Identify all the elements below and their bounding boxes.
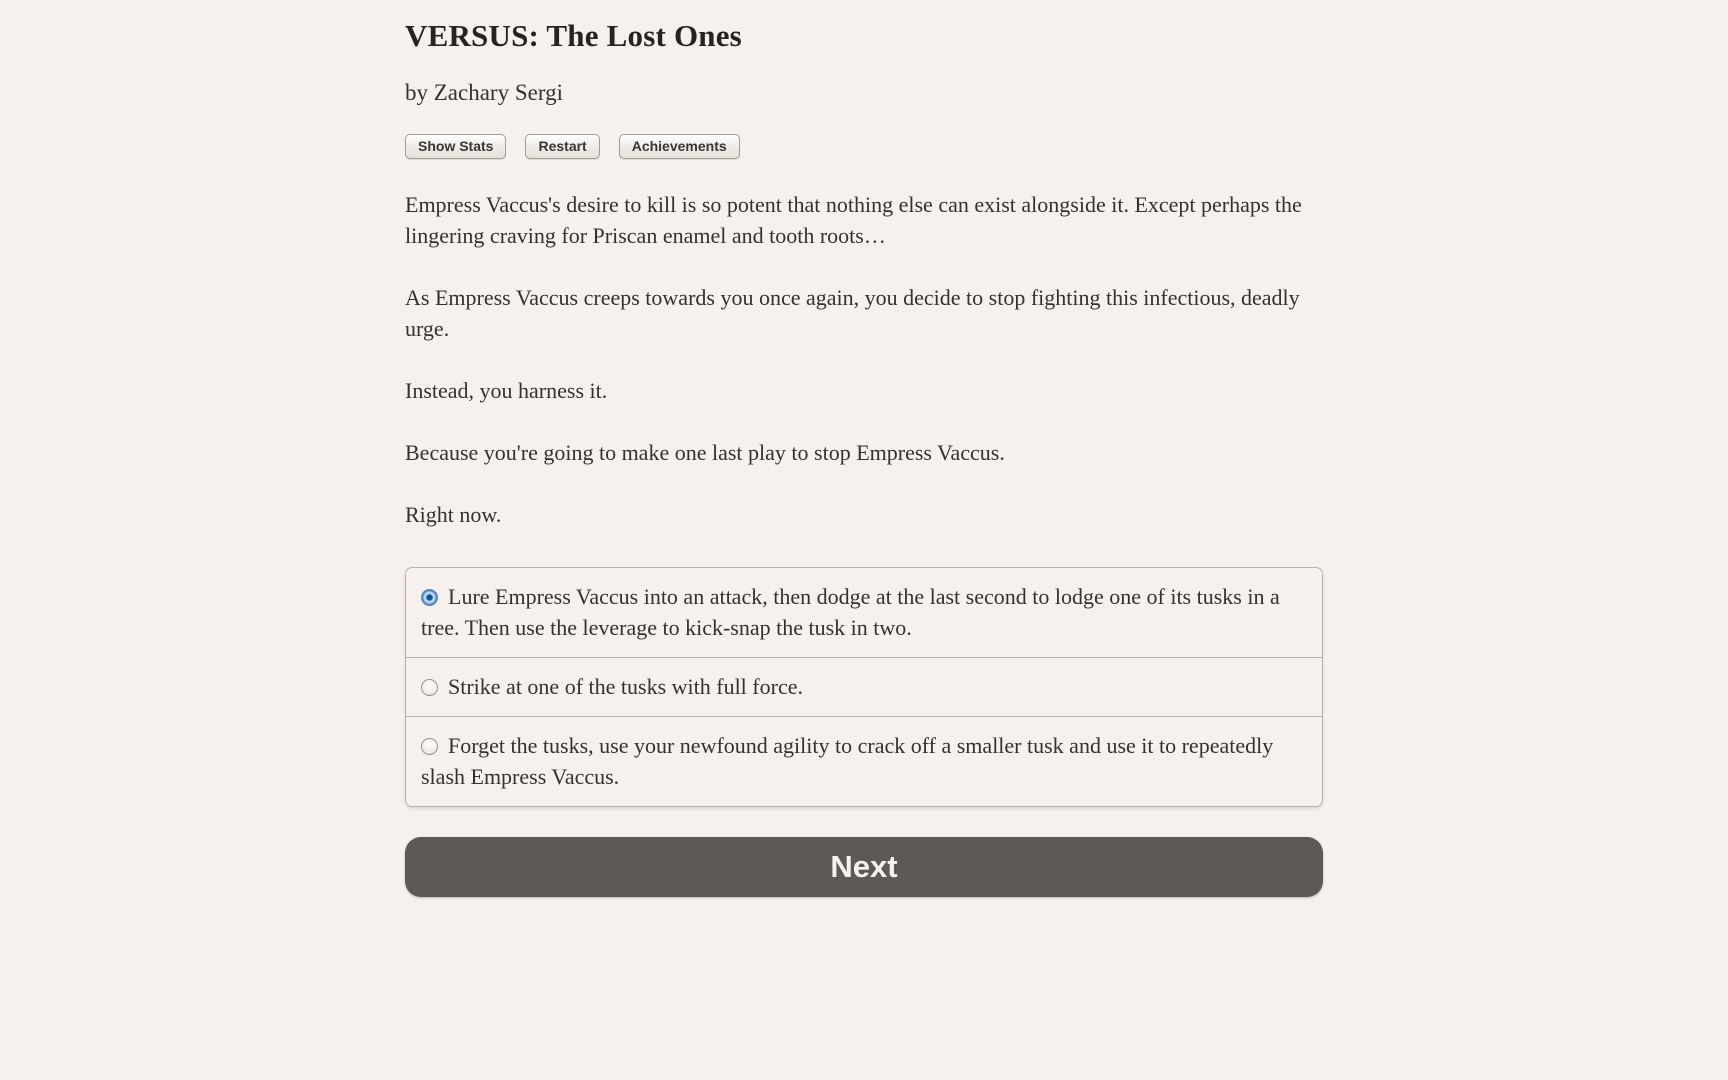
game-page bbox=[405, 0, 1323, 897]
toolbar bbox=[405, 134, 1323, 159]
radio-button-icon[interactable] bbox=[421, 738, 438, 755]
story-text bbox=[405, 189, 1323, 530]
choice-option-2[interactable] bbox=[406, 658, 1322, 717]
choice-option-label: Lure Empress Vaccus into an attack, then dodge at the last second to lodge one of its tusks in a tree. Then use the leverage to kick-snap the tusk in two. bbox=[421, 584, 1280, 640]
choice-option-label: Strike at one of the tusks with full force. bbox=[448, 674, 803, 699]
story-paragraph: Because you're going to make one last play to stop Empress Vaccus. bbox=[405, 440, 1005, 465]
radio-button-icon[interactable] bbox=[421, 679, 438, 696]
achievements-button[interactable]: Achievements bbox=[619, 134, 740, 159]
author-byline: by Zachary Sergi bbox=[405, 80, 563, 105]
next-button[interactable]: Next bbox=[405, 837, 1323, 897]
story-paragraph: As Empress Vaccus creeps towards you once again, you decide to stop fighting this infectious, deadly urge. bbox=[405, 285, 1300, 341]
radio-button-icon[interactable] bbox=[421, 589, 438, 606]
story-paragraph: Empress Vaccus's desire to kill is so potent that nothing else can exist alongside it. Except perhaps the lingering craving for Priscan enamel and tooth roots… bbox=[405, 192, 1302, 248]
page-title: VERSUS: The Lost Ones bbox=[405, 18, 742, 53]
choice-option-3[interactable] bbox=[406, 717, 1322, 806]
show-stats-button[interactable]: Show Stats bbox=[405, 134, 506, 159]
story-paragraph: Right now. bbox=[405, 502, 502, 527]
choice-group bbox=[405, 567, 1323, 807]
story-paragraph: Instead, you harness it. bbox=[405, 378, 608, 403]
restart-button[interactable]: Restart bbox=[525, 134, 599, 159]
choice-option-1[interactable] bbox=[406, 568, 1322, 658]
choice-option-label: Forget the tusks, use your newfound agility to crack off a smaller tusk and use it to repeatedly slash Empress Vaccus. bbox=[421, 733, 1274, 789]
